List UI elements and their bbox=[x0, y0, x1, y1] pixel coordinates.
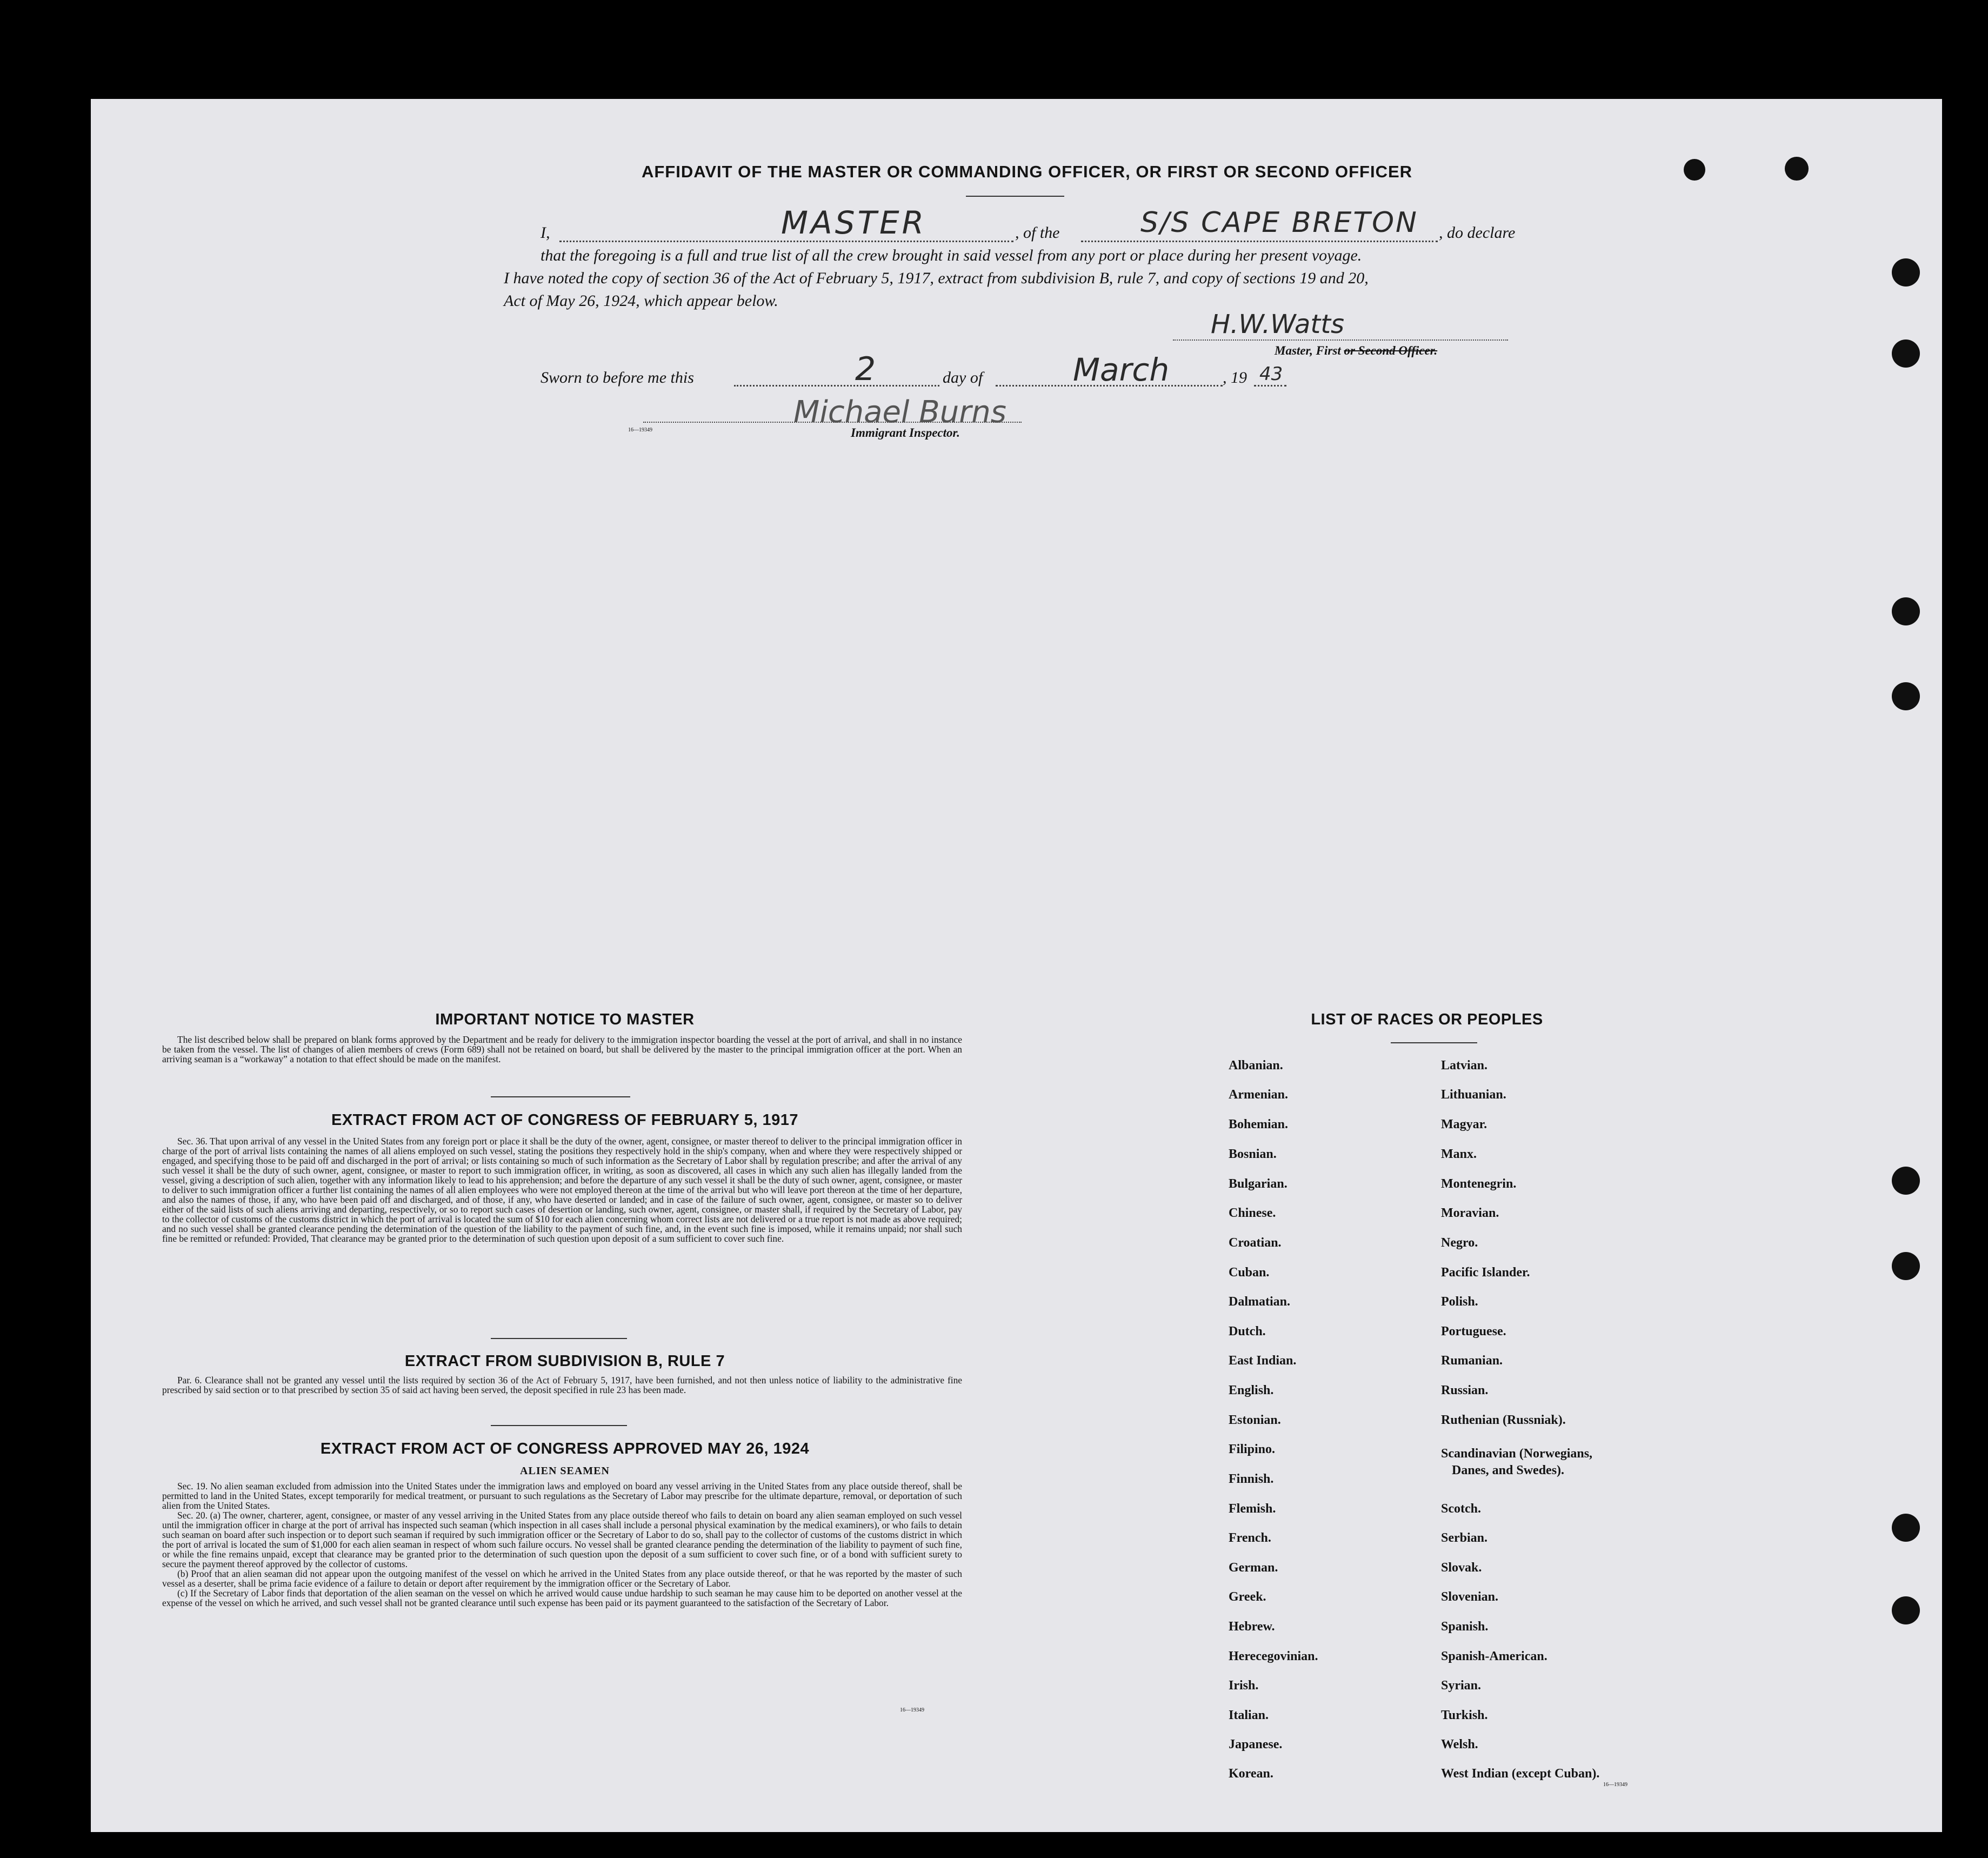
title-divider bbox=[966, 196, 1064, 197]
sec-20b-paragraph: (b) Proof that an alien seaman did not appear upon the outgoing manifest of the vessel on which he arrived in the United States from any place outside thereof, or that he was reported by the master of such vessel as a deserter, shall be prima facie evidence of a failure to detain or deport after requirement by the immigration officer or the Secretary of Labor. bbox=[162, 1568, 962, 1589]
race-west-indian: West Indian (except Cuban). bbox=[1441, 1767, 1600, 1781]
officer-caption bbox=[1275, 344, 1437, 358]
punch-hole bbox=[1892, 1514, 1920, 1542]
race-finnish: Finnish. bbox=[1229, 1472, 1274, 1486]
race-latvian: Latvian. bbox=[1441, 1058, 1488, 1073]
race-dutch: Dutch. bbox=[1229, 1324, 1266, 1338]
race-estonian: Estonian. bbox=[1229, 1413, 1281, 1427]
race-russian: Russian. bbox=[1441, 1383, 1489, 1397]
race-moravian: Moravian. bbox=[1441, 1206, 1499, 1220]
punch-hole bbox=[1892, 1596, 1920, 1624]
alien-seamen-subheading: ALIEN SEAMEN bbox=[520, 1465, 610, 1477]
race-spanish: Spanish. bbox=[1441, 1620, 1489, 1634]
extract-rule7-heading: EXTRACT FROM SUBDIVISION B, RULE 7 bbox=[404, 1353, 725, 1370]
race-scandinavian-cont: Danes, and Swedes). bbox=[1452, 1463, 1565, 1477]
notice-body bbox=[162, 1035, 962, 1064]
race-herecegovinian: Herecegovinian. bbox=[1229, 1649, 1318, 1663]
sec-19-paragraph: Sec. 19. No alien seaman excluded from admission into the United States under the immigration laws and employed on board any vessel arriving in the United States from any place outside thereof, shall be permitted to land in the United States, except temporarily for medical treatment, or pursuant to such regulations as the Secretary of Labor may prescribe for the ultimate departure, removal, or deportation of such alien from the United States. bbox=[162, 1481, 962, 1511]
race-slovenian: Slovenian. bbox=[1441, 1590, 1499, 1604]
extract-1924-body bbox=[162, 1481, 962, 1608]
race-ruthenian: Ruthenian (Russniak). bbox=[1441, 1413, 1566, 1427]
section-36-paragraph: Sec. 36. That upon arrival of any vessel in the United States from any foreign port or place it shall be the duty of the owner, agent, consignee, or master thereof to deliver to the principal immigration officer in charge of the port of arrival lists containing the names of all aliens employed on such vessel, stating the positions they respectively hold in the ship's company, when and where they were respectively shipped or engaged, and specifying those to be paid off and discharged in the port of arrival; or lists containing so much of such information as the Secretary of Labor shall by regulation prescribe; and after the arrival of any such vessel it shall be the duty of such owner, agent, consignee, or master to report to such immigration officer, in writing, as soon as discovered, all cases in which any such alien has illegally landed from the vessel, giving a description of such alien, together with any information likely to lead to his apprehension; and before the departure of any such vessel it shall be the duty of such owner, agent, consignee, or master to deliver to such immigration officer a further list containing the names of all alien employees who were not employed thereon at the time of the arrival but who will leave port thereon at the time of her departure, and also the names of those, if any, who have been paid off and discharged, and of those, if any, who have deserted or landed; and in case of the failure of such owner, agent, consignee, or master so to deliver either of the said lists of such aliens arriving and departing, respectively, or so to report such cases of desertion or landing, such owner, agent, consignee, or master shall, if required by the Secretary of Labor, pay to the collector of customs of the customs district in which the port of arrival is located the sum of $10 for each alien concerning whom correct lists are not delivered or a true report is not made as above required; and no such vessel shall be granted clearance pending the determination of the question of the liability to the payment of such fine, and, in the event such fine is imposed, while it remains unpaid; nor shall such fine be remitted or refunded: Provided, That clearance may be granted prior to the determination of such question upon deposit of a sum sufficient to cover such fine. bbox=[162, 1136, 962, 1244]
form-number-right: 16—19349 bbox=[1603, 1782, 1627, 1788]
punch-hole bbox=[1892, 339, 1920, 368]
race-bohemian: Bohemian. bbox=[1229, 1117, 1289, 1131]
race-east-indian: East Indian. bbox=[1229, 1354, 1297, 1368]
race-spanish-american: Spanish-American. bbox=[1441, 1649, 1547, 1663]
race-cuban: Cuban. bbox=[1229, 1266, 1270, 1280]
sec-20a-paragraph: Sec. 20. (a) The owner, charterer, agent, consignee, or master of any vessel arriving in the United States from any place outside thereof who fails to detain on board any alien seaman employed on such vessel until the immigration officer in charge at the port of arrival has inspected such seaman (which inspection in all cases shall include a personal physical examination by the medical examiners), or who fails to detain such seaman on board after such inspection or to deport such seaman if required by such immigration officer or the Secretary of Labor to do so, shall pay to the collector of customs of the customs district in which the port of arrival is located the sum of $1,000 for each alien seaman in respect of whom such failure occurs. No vessel shall be granted clearance pending the determination of the liability to payment of such fine, or while the fine remains unpaid, except that clearance may be granted prior to the determination of such question upon the deposit of a sum sufficient to cover such fine, or of a bond with sufficient surety to secure the payment thereof approved by the collector of customs. bbox=[162, 1510, 962, 1569]
inspector-caption: Immigrant Inspector. bbox=[851, 426, 960, 439]
form-number-left: 16—19349 bbox=[900, 1707, 924, 1713]
race-scandinavian: Scandinavian (Norwegians, bbox=[1441, 1447, 1593, 1461]
punch-hole bbox=[1892, 258, 1920, 287]
section-divider bbox=[491, 1096, 630, 1097]
day-field: 2 bbox=[855, 350, 876, 388]
race-japanese: Japanese. bbox=[1229, 1737, 1283, 1752]
day-field-line bbox=[734, 385, 939, 387]
year-field: 43 bbox=[1259, 363, 1283, 385]
race-syrian: Syrian. bbox=[1441, 1679, 1482, 1693]
punch-hole bbox=[1892, 1167, 1920, 1195]
extract-1917-body bbox=[162, 1136, 962, 1243]
vessel-field-line bbox=[1081, 241, 1438, 242]
inspector-signature: Michael Burns bbox=[793, 395, 1006, 430]
race-scotch: Scotch. bbox=[1441, 1502, 1481, 1516]
declaration-line-3: I have noted the copy of section 36 of the Act of February 5, 1917, extract from subdivision B, rule 7, and copy of sections 19 and 20, bbox=[504, 269, 1369, 287]
race-portuguese: Portuguese. bbox=[1441, 1324, 1506, 1338]
punch-hole bbox=[1785, 157, 1809, 181]
extract-1917-heading: EXTRACT FROM ACT OF CONGRESS OF FEBRUARY 5, 1917 bbox=[331, 1111, 799, 1129]
race-albanian: Albanian. bbox=[1229, 1058, 1283, 1073]
race-serbian: Serbian. bbox=[1441, 1531, 1488, 1545]
race-dalmatian: Dalmatian. bbox=[1229, 1295, 1290, 1309]
race-korean: Korean. bbox=[1229, 1767, 1273, 1781]
race-manx: Manx. bbox=[1441, 1147, 1477, 1161]
races-heading: LIST OF RACES OR PEOPLES bbox=[1311, 1011, 1543, 1028]
race-french: French. bbox=[1229, 1531, 1271, 1545]
sworn-label: Sworn to before me this bbox=[541, 369, 694, 387]
month-field: March bbox=[1073, 351, 1170, 388]
race-turkish: Turkish. bbox=[1441, 1708, 1488, 1722]
race-lithuanian: Lithuanian. bbox=[1441, 1088, 1506, 1102]
form-number-top: 16—19349 bbox=[628, 427, 652, 433]
officer-signature: H.W.Watts bbox=[1211, 309, 1345, 339]
race-negro: Negro. bbox=[1441, 1236, 1478, 1250]
race-slovak: Slovak. bbox=[1441, 1561, 1482, 1575]
officer-caption-text: Master, First bbox=[1275, 344, 1341, 357]
declaration-line-2: that the foregoing is a full and true list of all the crew brought in said vessel from any port or place during her present voyage. bbox=[541, 247, 1362, 264]
races-divider bbox=[1391, 1042, 1477, 1043]
year-prefix: , 19 bbox=[1223, 369, 1247, 387]
sec-20c-paragraph: (c) If the Secretary of Labor finds that deportation of the alien seaman on the vessel on which he arrived would cause undue hardship to such seaman he may cause him to be deported on another vessel at the expense of the vessel on which he arrived, and such vessel shall not be granted clearance until such expense has been paid or its payment guaranteed to the satisfaction of the Secretary of Labor. bbox=[162, 1588, 962, 1608]
year-field-line bbox=[1254, 385, 1286, 387]
race-bulgarian: Bulgarian. bbox=[1229, 1177, 1287, 1191]
race-polish: Polish. bbox=[1441, 1295, 1478, 1309]
race-rumanian: Rumanian. bbox=[1441, 1354, 1503, 1368]
race-english: English. bbox=[1229, 1383, 1274, 1397]
race-welsh: Welsh. bbox=[1441, 1737, 1478, 1752]
do-declare-label: , do declare bbox=[1439, 224, 1516, 242]
punch-hole bbox=[1892, 597, 1920, 625]
race-magyar: Magyar. bbox=[1441, 1117, 1487, 1131]
race-german: German. bbox=[1229, 1561, 1278, 1575]
race-greek: Greek. bbox=[1229, 1590, 1266, 1604]
i-label: I, bbox=[541, 224, 550, 242]
punch-hole bbox=[1892, 1252, 1920, 1280]
race-chinese: Chinese. bbox=[1229, 1206, 1276, 1220]
affidavit-title: AFFIDAVIT OF THE MASTER OR COMMANDING OFFICER, OR FIRST OR SECOND OFFICER bbox=[641, 162, 1413, 181]
race-irish: Irish. bbox=[1229, 1679, 1259, 1693]
extract-rule7-body bbox=[162, 1375, 962, 1395]
par-6-paragraph: Par. 6. Clearance shall not be granted any vessel until the lists required by section 36 of the Act of February 5, 1917, have been furnished, and not then unless notice of liability to the administrative fine prescribed by said section or to that prescribed by section 35 of said act having been served, the deposit specified in rule 23 has been made. bbox=[162, 1375, 962, 1395]
section-divider bbox=[491, 1338, 627, 1339]
race-pacific-islander: Pacific Islander. bbox=[1441, 1266, 1530, 1280]
race-croatian: Croatian. bbox=[1229, 1236, 1282, 1250]
notice-heading: IMPORTANT NOTICE TO MASTER bbox=[435, 1011, 695, 1028]
officer-signature-line bbox=[1173, 339, 1508, 341]
extract-1924-heading: EXTRACT FROM ACT OF CONGRESS APPROVED MAY 26, 1924 bbox=[320, 1440, 810, 1457]
punch-hole bbox=[1684, 159, 1705, 181]
officer-caption-struck: or Second Officer. bbox=[1344, 344, 1438, 357]
race-italian: Italian. bbox=[1229, 1708, 1269, 1722]
race-flemish: Flemish. bbox=[1229, 1502, 1276, 1516]
master-field: MASTER bbox=[781, 204, 926, 241]
day-of-label: day of bbox=[943, 369, 983, 387]
race-bosnian: Bosnian. bbox=[1229, 1147, 1277, 1161]
race-armenian: Armenian. bbox=[1229, 1088, 1288, 1102]
section-divider bbox=[491, 1425, 627, 1426]
race-filipino: Filipino. bbox=[1229, 1442, 1276, 1456]
declaration-line-4: Act of May 26, 1924, which appear below. bbox=[504, 292, 778, 310]
of-the-label: , of the bbox=[1015, 224, 1060, 242]
race-hebrew: Hebrew. bbox=[1229, 1620, 1275, 1634]
race-montenegrin: Montenegrin. bbox=[1441, 1177, 1517, 1191]
vessel-field: S/S CAPE BRETON bbox=[1140, 207, 1418, 239]
punch-hole bbox=[1892, 682, 1920, 710]
notice-paragraph: The list described below shall be prepared on blank forms approved by the Department and be ready for delivery to the immigration inspector boarding the vessel at the port of arrival, and shall in no instance be taken from the vessel. The list of changes of alien members of crews (Form 689) shall not be retained on board, but shall be delivered by the master to the principal immigration officer at the port. When an arriving seaman is a “workaway” a notation to that effect should be made on the manifest. bbox=[162, 1034, 962, 1064]
